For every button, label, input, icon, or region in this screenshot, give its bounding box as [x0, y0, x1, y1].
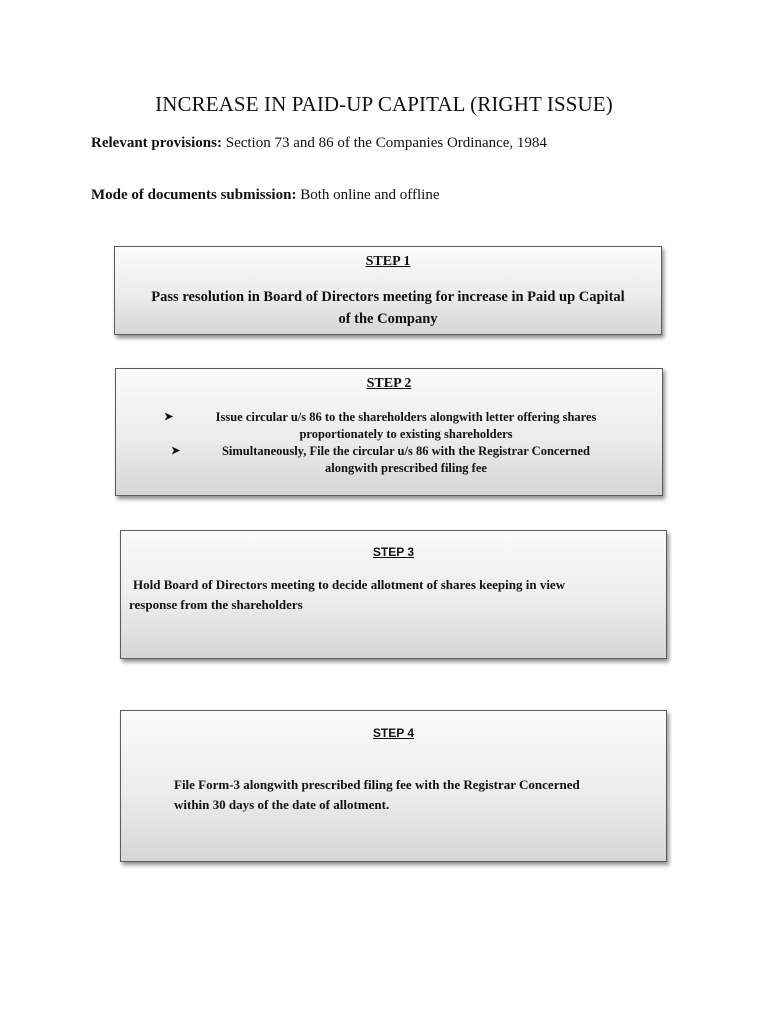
step-1-box — [114, 246, 662, 335]
relevant-provisions-line — [91, 135, 547, 152]
submission-mode-line — [91, 187, 439, 204]
step-4-line-2: within 30 days of the date of allotment. — [174, 797, 390, 812]
arrowhead-bullet-icon: ➤ — [164, 411, 174, 423]
relevant-provisions-label: Relevant provisions: — [91, 135, 222, 151]
step-4-line-1: File Form-3 alongwith prescribed filing fee with the Registrar Concerned — [174, 777, 580, 792]
step-4-text — [174, 775, 642, 815]
relevant-provisions-value: Section 73 and 86 of the Companies Ordinance, 1984 — [225, 135, 547, 151]
step-2-bullet-1-line-2: proportionately to existing shareholders — [299, 427, 513, 441]
step-2-bullet-2-line-2: alongwith prescribed filing fee — [325, 461, 487, 475]
step-1-heading: STEP 1 — [365, 254, 411, 269]
step-1-line-2: of the Company — [338, 311, 438, 327]
step-3-box — [120, 530, 667, 659]
submission-mode-value: Both online and offline — [300, 187, 440, 203]
step-2-bullet-2-line-1: Simultaneously, File the circular u/s 86 with the Registrar Concerned — [221, 444, 591, 458]
step-2-box — [115, 368, 663, 496]
step-1-text — [123, 286, 653, 330]
step-3-heading: STEP 3 — [372, 545, 415, 559]
arrowhead-bullet-icon: ➤ — [171, 445, 181, 457]
step-1-line-1: Pass resolution in Board of Directors meeting for increase in Paid up Capital — [151, 289, 625, 305]
step-2-bullet-2 — [160, 443, 638, 477]
step-3-line-1: Hold Board of Directors meeting to decide allotment of shares keeping in view — [133, 577, 566, 592]
page-title: INCREASE IN PAID-UP CAPITAL (RIGHT ISSUE) — [155, 92, 613, 116]
step-3-text — [129, 575, 642, 615]
step-4-heading: STEP 4 — [372, 726, 415, 740]
step-2-bullet-1 — [160, 409, 638, 443]
step-2-bullet-list — [160, 409, 638, 477]
step-2-bullet-1-line-1: Issue circular u/s 86 to the shareholders alongwith letter offering shares — [215, 410, 597, 424]
step-4-box — [120, 710, 667, 862]
submission-mode-label: Mode of documents submission: — [91, 187, 297, 203]
step-2-heading: STEP 2 — [366, 376, 412, 391]
step-3-line-2: response from the shareholders — [129, 597, 303, 612]
